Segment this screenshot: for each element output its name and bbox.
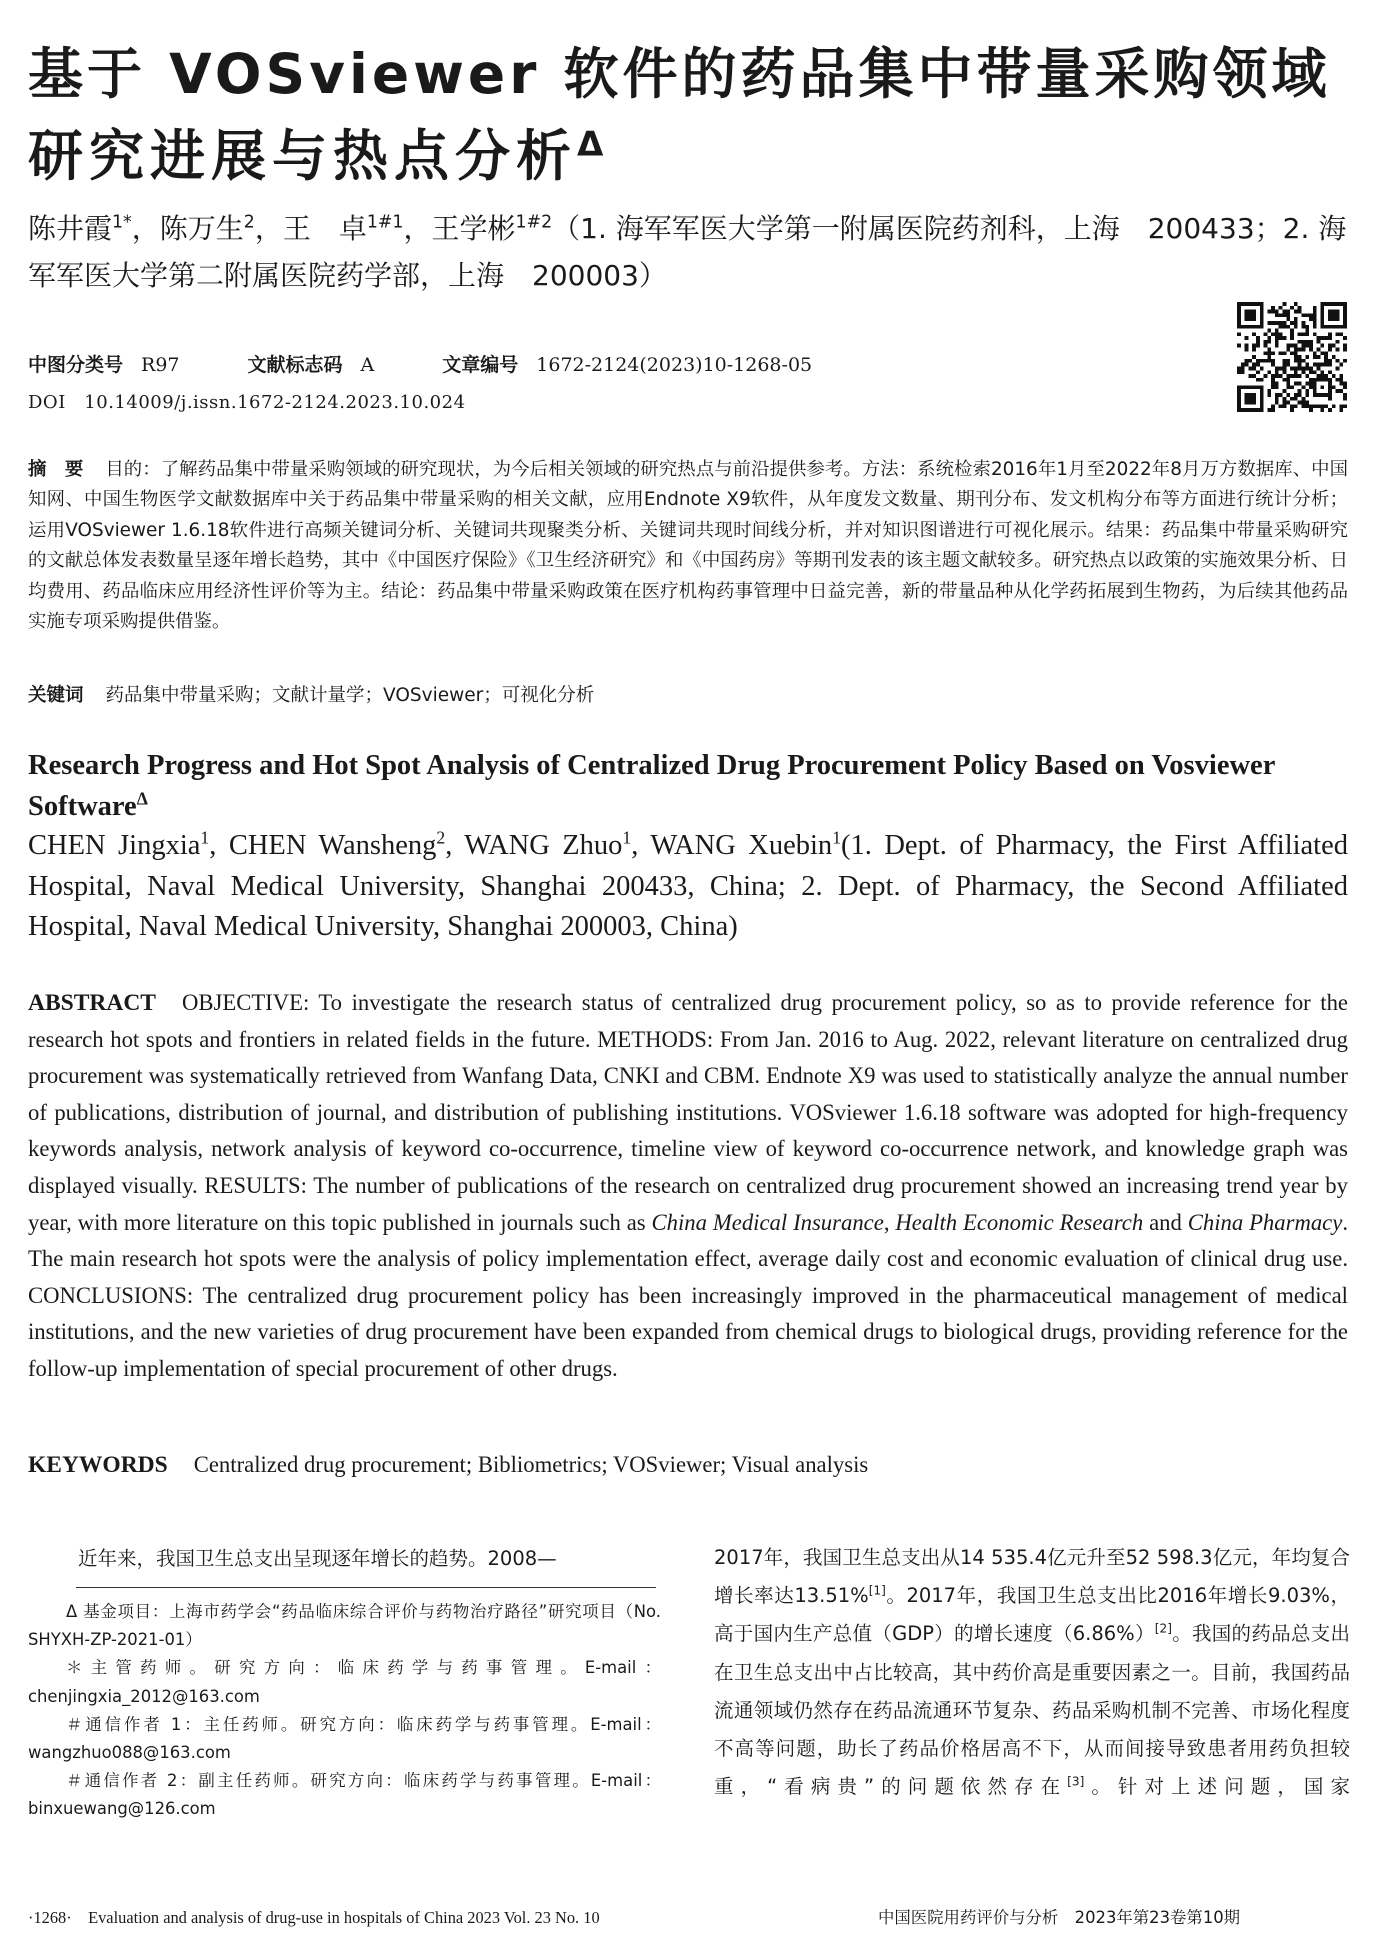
footer-left: ·1268· Evaluation and analysis of drug-use in hospitals of China 2023 Vol. 23 No. 10: [28, 1908, 600, 1927]
journal-and: and: [1143, 1209, 1188, 1235]
citation-1[interactable]: [1]: [868, 1583, 886, 1598]
keywords-cn-label: 关键词: [28, 685, 84, 706]
abstract-en-label: ABSTRACT: [28, 990, 156, 1016]
keywords-en-text: Centralized drug procurement; Bibliometrics; VOSviewer; Visual analysis: [193, 1452, 869, 1477]
affiliation-en: (1. Dept. of Pharmacy, the First Affiliated Hospital, Naval Medical University, Shanghai 200433, China; 2. Dept. of Pharmacy, the Second Affiliated Hospital, Naval Medical University, Shanghai 200003, China): [28, 830, 1348, 942]
citation-2[interactable]: [2]: [1154, 1621, 1172, 1636]
footnote-corresponding-2: ＃通信作者 2：副主任药师。研究方向：临床药学与药事管理。E-mail：binxuewang@126.com: [28, 1771, 661, 1819]
clc-value: R97: [141, 354, 180, 376]
abstract-en-part2: . The main research hot spots were the analysis of policy implementation effect, average daily cost and economic evaluation of clinical drug use. CONCLUSIONS: The centralized drug procurement policy has been increasingly improved in the pharmaceutical management of medical institutions, and the new varieties of drug procurement have been expanded from chemical drugs to biological drugs, providing reference for the follow-up implementation of special procurement of other drugs.: [28, 1209, 1348, 1381]
doi: DOI 10.14009/j.issn.1672-2124.2023.10.024: [28, 392, 466, 413]
abstract-cn-label: 摘 要: [28, 459, 84, 480]
abstract-cn: [28, 455, 1348, 637]
author-cn-4-sup: 1#2: [515, 212, 553, 233]
author-en-1-sup: 1: [200, 827, 210, 848]
author-cn-4: ，王学彬: [403, 212, 516, 245]
title-en: [28, 745, 1348, 827]
authors-cn: [28, 205, 1348, 299]
article-meta: [28, 350, 880, 377]
body-right-text: [714, 1539, 1350, 1806]
author-en-4: , WANG Xuebin: [631, 830, 833, 861]
footnote-corresponding-1: ＃通信作者 1：主任药师。研究方向：临床药学与药事管理。E-mail：wangzhuo088@163.com: [28, 1714, 661, 1763]
title-en-text: Research Progress and Hot Spot Analysis of Centralized Drug Procurement Policy Based on Vosviewer Software: [28, 750, 1275, 822]
author-cn-3: ，王 卓: [254, 212, 367, 245]
author-en-3: , WANG Zhuo: [445, 830, 623, 861]
footnotes: [28, 1598, 661, 1824]
author-en-3-sup: 1: [622, 827, 632, 848]
keywords-en: [28, 1452, 868, 1479]
author-en-1: CHEN Jingxia: [28, 830, 201, 861]
doc-code-label: 文献标志码: [247, 354, 343, 376]
abstract-en: [28, 985, 1348, 1388]
journal-2: Health Economic Research: [895, 1209, 1144, 1235]
qr-code-icon: [1237, 302, 1347, 412]
footer-right: 中国医院用药评价与分析 2023年第23卷第10期: [878, 1908, 1241, 1927]
body-right-part3: 。我国的药品总支出在卫生总支出中占比较高，其中药价高是重要因素之一。目前，我国药品流通领域仍然存在药品流通环节复杂、药品采购机制不完善、市场化程度不高等问题，助长了药品价格居高不下，从而间接导致患者用药负担较重，“看病贵”的问题依然存在: [714, 1622, 1350, 1799]
body-right-part2: 。2017年，我国卫生总支出比2016年增长9.03%，高于国内生产总值（GDP）的增长速度（6.86%）: [714, 1584, 1350, 1646]
author-cn-2-sup: 2: [243, 212, 255, 233]
author-en-4-sup: 1: [832, 827, 842, 848]
clc-label: 中图分类号: [28, 354, 124, 376]
body-left-text: 近年来，我国卫生总支出呈现逐年增长的趋势。2008—: [78, 1547, 557, 1570]
authors-en: [28, 826, 1348, 948]
author-en-2-sup: 2: [436, 827, 446, 848]
citation-3[interactable]: [3]: [1067, 1774, 1085, 1789]
journal-1: China Medical Insurance: [651, 1209, 884, 1235]
keywords-cn: [28, 681, 594, 707]
body-right-part4: 。针对上述问题，国家: [1084, 1775, 1350, 1799]
keywords-cn-text: 药品集中带量采购；文献计量学；VOSviewer；可视化分析: [105, 685, 595, 706]
author-cn-3-sup: 1#1: [366, 212, 404, 233]
footnote-fund: Δ 基金项目：上海市药学会“药品临床综合评价与药物治疗路径”研究项目（No. SHYXH-ZP-2021-01）: [28, 1602, 661, 1650]
journal-sep: ,: [883, 1209, 896, 1235]
title-cn-mark: Δ: [577, 124, 610, 165]
article-no-value: 1672-2124(2023)10-1268-05: [536, 354, 813, 376]
affiliation-cn: （1. 海军军医大学第一附属医院药剂科，上海 200433；2. 海军军医大学第二附属医院药学部，上海 200003）: [28, 212, 1347, 292]
keywords-en-label: KEYWORDS: [28, 1452, 168, 1478]
footnote-first-author: ＊主管药师。研究方向：临床药学与药事管理。E-mail：chenjingxia_2012@163.com: [28, 1658, 661, 1706]
author-en-2: , CHEN Wansheng: [209, 830, 437, 861]
body-right-part1: 2017年，我国卫生总支出从14 535.4亿元升至52 598.3亿元，年均复合增长率达13.51%: [714, 1546, 1350, 1608]
title-cn-line2: [28, 112, 609, 191]
author-cn-1-sup: 1*: [112, 212, 132, 233]
footnote-divider: [76, 1587, 656, 1588]
article-no-label: 文章编号: [442, 354, 519, 376]
author-cn-1: 陈井霞: [28, 212, 113, 245]
title-en-mark: Δ: [136, 788, 148, 809]
abstract-cn-text: 目的：了解药品集中带量采购领域的研究现状，为今后相关领域的研究热点与前沿提供参考。方法：系统检索2016年1月至2022年8月万方数据库、中国知网、中国生物医学文献数据库中关于药品集中带量采购的相关文献，应用Endnote X9软件，从年度发文数量、期刊分布、发文机构分布等方面进行统计分析；运用VOSviewer 1.6.18软件进行高频关键词分析、关键词共现聚类分析、关键词共现时间线分析，并对知识图谱进行可视化展示。结果：药品集中带量采购研究的文献总体发表数量呈逐年增长趋势，其中《中国医疗保险》《卫生经济研究》和《中国药房》等期刊发表的该主题文献较多。研究热点以政策的实施效果分析、日均费用、药品临床应用经济性评价等为主。结论：药品集中带量采购政策在医疗机构药事管理中日益完善，新的带量品种从化学药拓展到生物药，为后续其他药品实施专项采购提供借鉴。: [28, 459, 1348, 633]
journal-3: China Pharmacy: [1187, 1209, 1343, 1235]
doc-code-value: A: [360, 354, 375, 376]
author-cn-2: ，陈万生: [131, 212, 244, 245]
title-cn-line1: 基于 VOSviewer 软件的药品集中带量采购领域: [28, 42, 1331, 106]
abstract-en-part1: OBJECTIVE: To investigate the research status of centralized drug procurement policy, so as to provide reference for the research hot spots and frontiers in related fields in the future. METHODS: From Jan. 2016 to Aug. 2022, relevant literature on centralized drug procurement was systematically retrieved from Wanfang Data, CNKI and CBM. Endnote X9 was used to statistically analyze the annual number of publications, distribution of journal, and distribution of publishing institutions. VOSviewer 1.6.18 software was adopted for high-frequency keywords analysis, network analysis of keyword co-occurrence, timeline view of keyword co-occurrence network, and knowledge graph was displayed visually. RESULTS: The number of publications of the research on centralized drug procurement showed an increasing trend year by year, with more literature on this topic published in journals such as: [28, 990, 1348, 1235]
title-cn-line2-text: 研究进展与热点分析: [28, 124, 578, 188]
